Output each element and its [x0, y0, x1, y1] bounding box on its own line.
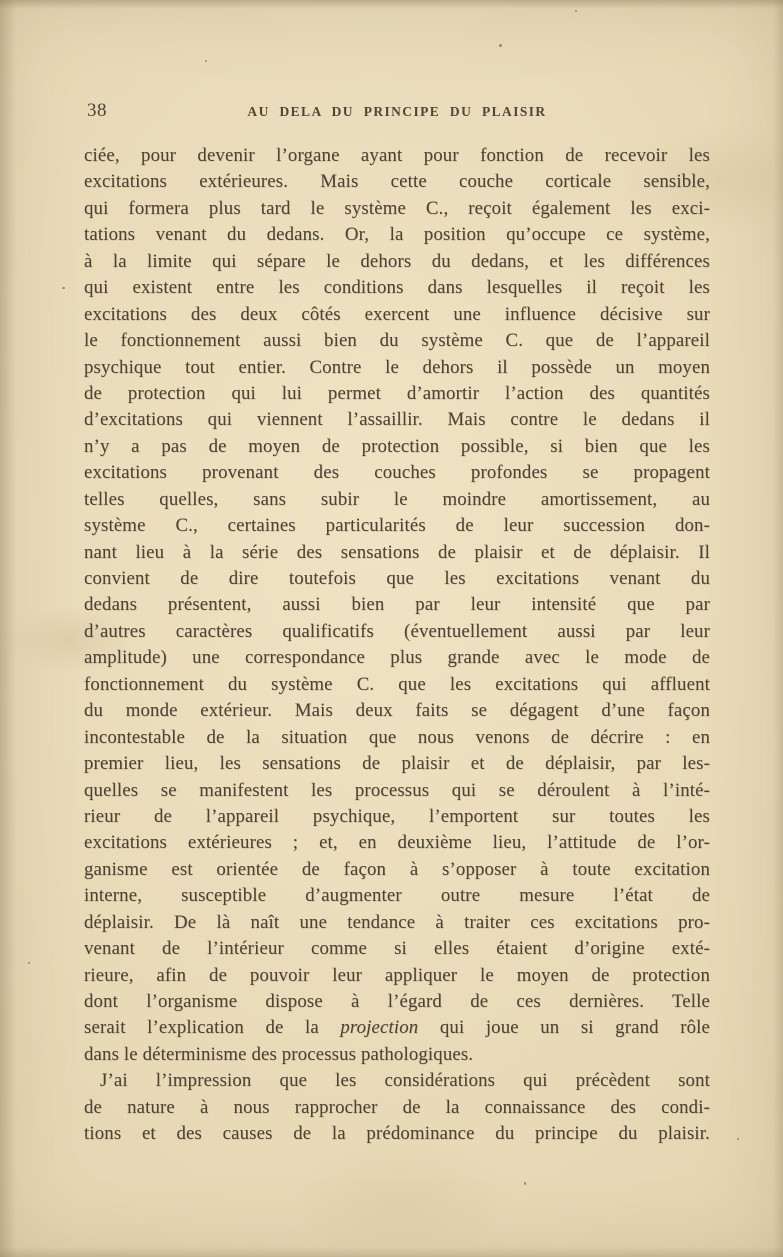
text-line: tions et des causes de la prédominance du principe du plaisir.	[84, 1123, 710, 1145]
projection-italic-term: projection	[340, 1017, 419, 1039]
text-run: qui joue un si grand rôle	[418, 1017, 710, 1039]
text-line: le fonctionnement aussi bien du système C. que de l’appareil	[84, 330, 710, 352]
text-line: dont l’organisme dispose à l’égard de ces dernières. Telle	[84, 991, 710, 1012]
text-line: interne, susceptible d’augmenter outre mesure l’état de	[84, 885, 710, 907]
running-title: AU DELA DU PRINCIPE DU PLAISIR	[247, 104, 547, 119]
text-line: nant lieu à la série des sensations de plaisir et de déplaisir. Il	[84, 541, 710, 563]
text-line: rieure, afin de pouvoir leur appliquer le moyen de protection	[84, 964, 710, 986]
paper-speck	[205, 60, 207, 62]
text-run: serait l’explication de la	[84, 1017, 341, 1039]
text-line: excitations extérieures ; et, en deuxième lieu, l’attitude de l’or-	[84, 832, 710, 854]
text-line: excitations provenant des couches profondes se propagent	[84, 462, 710, 484]
paper-speck	[28, 962, 30, 964]
page-body-text	[84, 143, 710, 1148]
text-line: convient de dire toutefois que les excitations venant du	[84, 568, 710, 589]
text-line: système C., certaines particularités de leur succession don-	[84, 515, 710, 537]
paper-speck	[575, 10, 577, 12]
text-line: premier lieu, les sensations de plaisir et de déplaisir, par les-	[84, 753, 710, 775]
paper-speck	[737, 1138, 739, 1140]
text-line: déplaisir. De là naît une tendance à traiter ces excitations pro-	[84, 911, 710, 933]
text-line: du monde extérieur. Mais deux faits se dégagent d’une façon	[84, 700, 710, 722]
paper-speck	[499, 44, 502, 47]
paper-speck	[62, 287, 65, 289]
text-line: J’ai l’impression que les considérations qui précèdent sont	[100, 1070, 710, 1092]
text-line: incontestable de la situation que nous venons de décrire : en	[84, 726, 710, 748]
page-header	[84, 99, 710, 123]
text-line: telles quelles, sans subir le moindre amortissement, au	[84, 488, 710, 510]
text-line: venant de l’intérieur comme si elles étaient d’origine exté-	[84, 938, 710, 960]
text-line: dedans présentent, aussi bien par leur intensité que par	[84, 594, 710, 616]
page-number: 38	[87, 100, 107, 121]
text-line: psychique tout entier. Contre le dehors il possède un moyen	[84, 356, 710, 378]
text-line: ganisme est orientée de façon à s’opposer à toute excitation	[84, 858, 710, 880]
paper-speck	[524, 1182, 526, 1185]
text-line: d’excitations qui viennent l’assaillir. Mais contre le dedans il	[84, 409, 710, 431]
text-line: d’autres caractères qualificatifs (éventuellement aussi par leur	[84, 620, 710, 642]
text-line: excitations extérieures. Mais cette couche corticale sensible,	[84, 171, 710, 193]
text-line: ciée, pour devenir l’organe ayant pour fonction de recevoir les	[84, 145, 710, 166]
text-line: de protection qui lui permet d’amortir l’action des quantités	[84, 382, 710, 404]
text-line: de nature à nous rapprocher de la connaissance des condi-	[84, 1096, 710, 1118]
text-line-with-italic	[84, 1015, 710, 1041]
text-line: qui existent entre les conditions dans lesquelles il reçoit les	[84, 277, 710, 299]
text-line: rieur de l’appareil psychique, l’emportent sur toutes les	[84, 805, 710, 827]
text-line: à la limite qui sépare le dehors du dedans, et les différences	[84, 250, 710, 272]
text-line: n’y a pas de moyen de protection possible, si bien que les	[84, 435, 710, 457]
text-line: fonctionnement du système C. que les excitations qui affluent	[84, 673, 710, 695]
text-line: excitations des deux côtés exercent une influence décisive sur	[84, 303, 710, 325]
text-line: dans le déterminisme des processus pathologiques.	[84, 1043, 474, 1065]
text-line: qui formera plus tard le système C., reçoit également les exci-	[84, 197, 710, 219]
text-line: amplitude) une correspondance plus grande avec le mode de	[84, 647, 710, 669]
text-line: tations venant du dedans. Or, la position qu’occupe ce système,	[84, 224, 710, 246]
text-line: quelles se manifestent les processus qui se déroulent à l’inté-	[84, 779, 710, 801]
